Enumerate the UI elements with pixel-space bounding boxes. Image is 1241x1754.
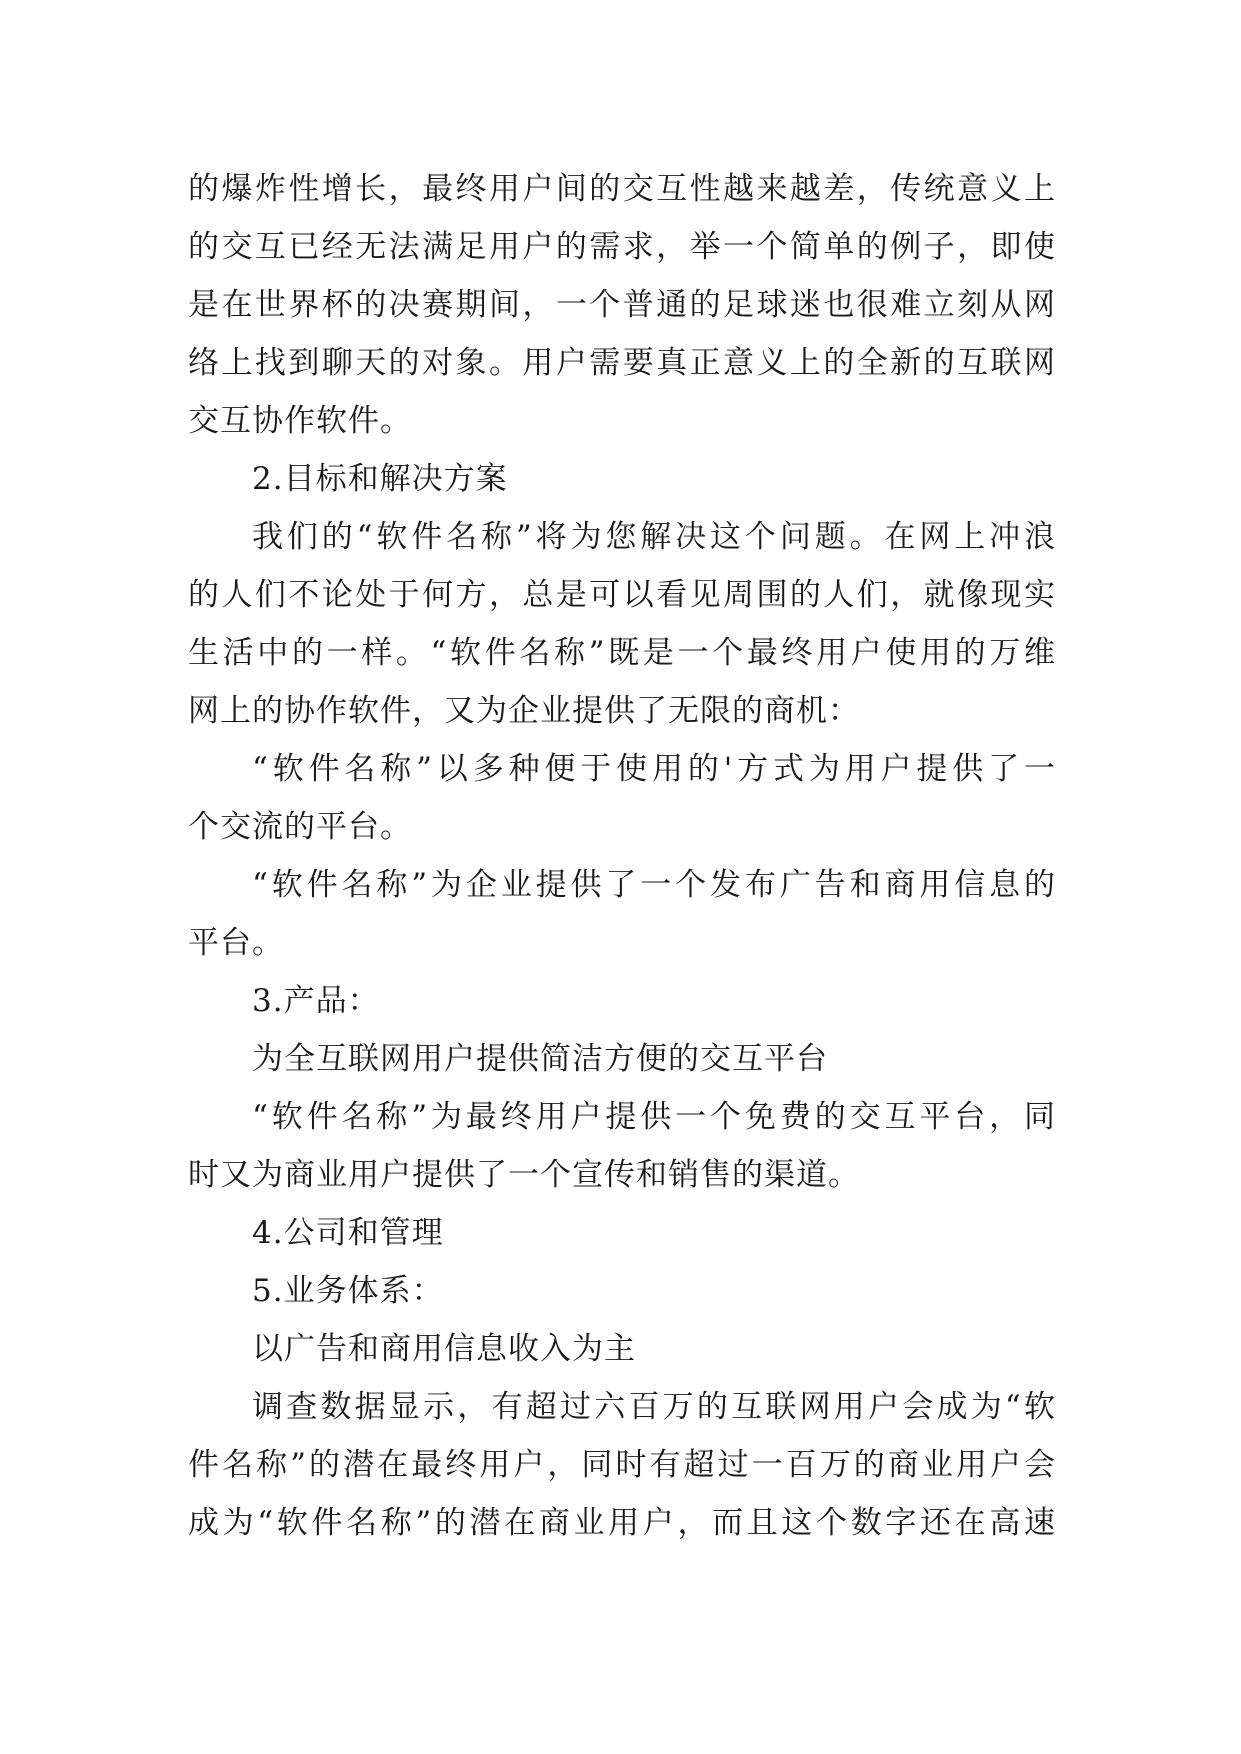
paragraph-line: 是在世界杯的决赛期间，一个普通的足球迷也很难立刻从网 (188, 287, 1056, 323)
paragraph-line: 件名称”的潜在最终用户，同时有超过一百万的商业用户会 (188, 1447, 1056, 1483)
paragraph-line: 成为“软件名称”的潜在商业用户，而且这个数字还在高速 (188, 1505, 1056, 1541)
paragraph-line: 平台。 (188, 925, 284, 961)
paragraph-line: 的人们不论处于何方，总是可以看见周围的人们，就像现实 (188, 577, 1056, 613)
section-heading: 5.业务体系： (252, 1273, 444, 1309)
paragraph-line: 的交互已经无法满足用户的需求，举一个简单的例子，即使 (188, 229, 1056, 265)
paragraph-line: 交互协作软件。 (188, 403, 412, 439)
paragraph-line: “软件名称”为最终用户提供一个免费的交互平台，同 (252, 1099, 1056, 1135)
section-heading: 3.产品： (252, 983, 380, 1019)
paragraph-line: 生活中的一样。“软件名称”既是一个最终用户使用的万维 (188, 635, 1056, 671)
paragraph-line: 以广告和商用信息收入为主 (252, 1331, 636, 1367)
paragraph-line: “软件名称”以多种便于使用的'方式为用户提供了一 (252, 751, 1056, 787)
section-heading: 4.公司和管理 (252, 1215, 444, 1251)
paragraph-line: 的爆炸性增长，最终用户间的交互性越来越差，传统意义上 (188, 171, 1056, 207)
paragraph-line: 时又为商业用户提供了一个宣传和销售的渠道。 (188, 1157, 860, 1193)
paragraph-line: 为全互联网用户提供简洁方便的交互平台 (252, 1041, 828, 1077)
paragraph-line: 个交流的平台。 (188, 809, 412, 845)
section-heading: 2.目标和解决方案 (252, 461, 508, 497)
paragraph-line: 网上的协作软件，又为企业提供了无限的商机： (188, 693, 860, 729)
paragraph-line: 络上找到聊天的对象。用户需要真正意义上的全新的互联网 (188, 345, 1056, 381)
paragraph-line: 我们的“软件名称”将为您解决这个问题。在网上冲浪 (252, 519, 1056, 555)
document-body (188, 160, 1056, 1552)
paragraph-line: “软件名称”为企业提供了一个发布广告和商用信息的 (252, 867, 1056, 903)
paragraph-line: 调查数据显示，有超过六百万的互联网用户会成为“软 (252, 1389, 1056, 1425)
